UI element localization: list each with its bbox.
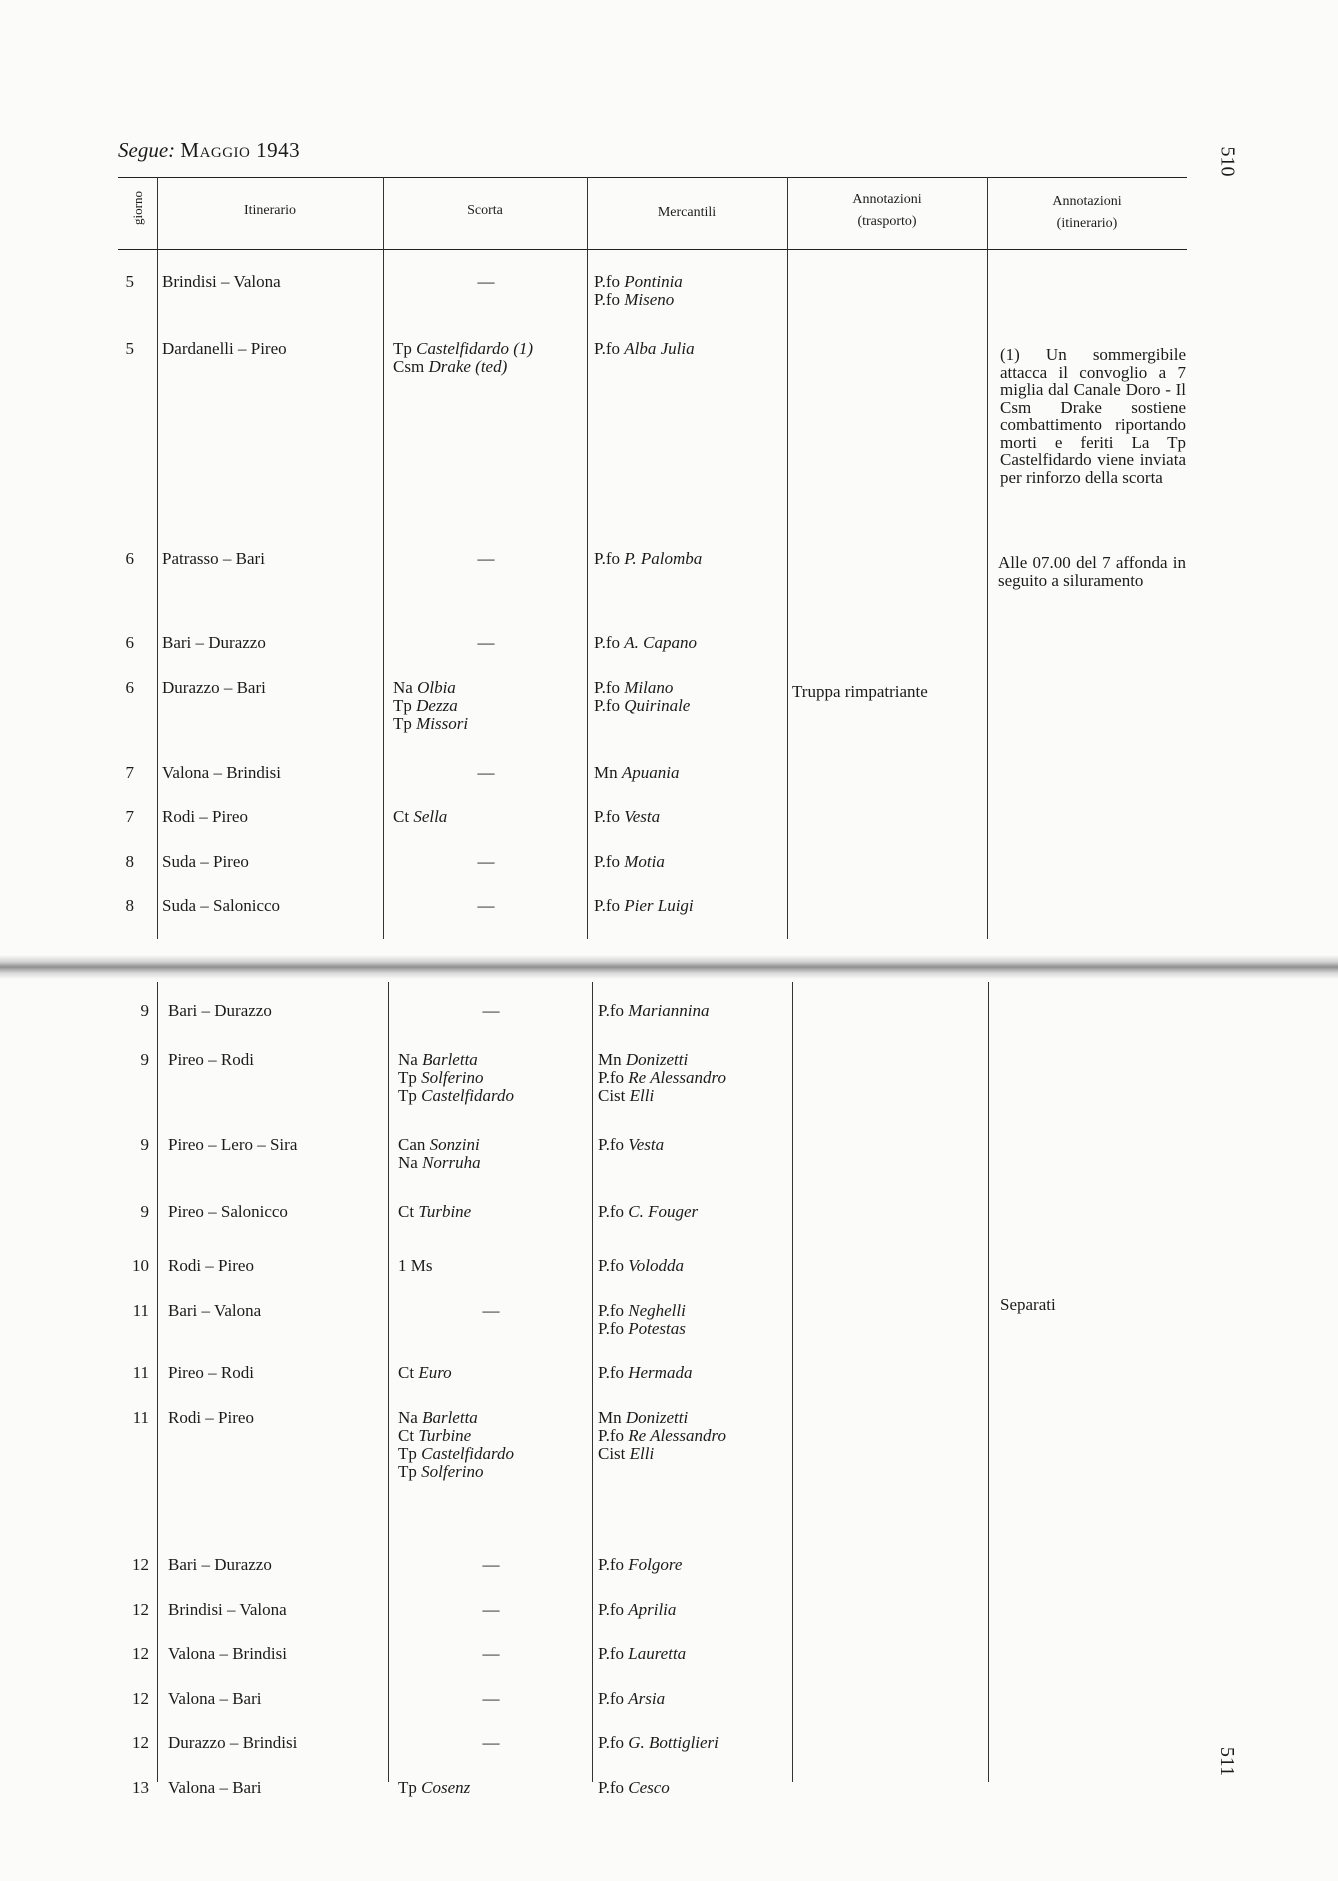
ship-name: Norruha: [422, 1153, 481, 1172]
ship-type: P.fo: [598, 1135, 624, 1154]
ship-type: P.fo: [598, 1256, 624, 1275]
no-escort-dash: —: [482, 1644, 500, 1663]
ship-name: C. Fouger: [628, 1202, 699, 1221]
header-line: (itinerario): [1056, 216, 1118, 231]
merchant-ship: [598, 1302, 686, 1320]
day-number: 11: [132, 1408, 149, 1427]
merchant-ship: [598, 1051, 688, 1069]
ship-type: P.fo: [598, 1001, 624, 1020]
ship-name: G. Bottiglieri: [628, 1733, 719, 1752]
merchant-ship: [598, 1002, 709, 1020]
column-rule: [587, 177, 588, 939]
ship-type: Tp: [398, 1462, 417, 1481]
ship-name: Elli: [629, 1086, 655, 1105]
ship-type: Tp: [393, 696, 412, 715]
route-itinerary: Suda – Salonicco: [162, 896, 281, 915]
merchant-ship: [594, 808, 660, 826]
day-number: 13: [132, 1778, 149, 1797]
ship-name: Aprilia: [628, 1600, 677, 1619]
merchant-ship: [598, 1409, 688, 1427]
ship-name: Castelfidardo: [421, 1444, 515, 1463]
ship-type: P.fo: [598, 1733, 624, 1752]
day-number: 6: [125, 633, 134, 652]
ship-type: Tp: [398, 1086, 417, 1105]
ship-name: Lauretta: [628, 1644, 687, 1663]
merchant-ship: [598, 1690, 665, 1708]
ship-type: Na: [393, 678, 413, 697]
merchant-ship: [598, 1136, 664, 1154]
merchant-ship: [598, 1779, 670, 1797]
escort-ship: [393, 679, 456, 697]
route-itinerary: Bari – Durazzo: [168, 1001, 272, 1020]
route-itinerary: Valona – Brindisi: [162, 763, 281, 782]
escort-ship: [398, 1154, 481, 1172]
column-header-itinerario: Itinerario: [243, 203, 297, 218]
route-itinerary: Bari – Durazzo: [168, 1555, 272, 1574]
ship-name: Pontinia: [624, 272, 683, 291]
route-itinerary: Brindisi – Valona: [168, 1600, 287, 1619]
escort-ship: [398, 1136, 480, 1154]
ship-type: Na: [398, 1153, 418, 1172]
column-rule: [383, 177, 384, 939]
ship-name: Turbine: [418, 1202, 472, 1221]
ship-name: Volodda: [628, 1256, 684, 1275]
ship-type: P.fo: [598, 1689, 624, 1708]
ship-name: Barletta: [422, 1408, 478, 1427]
ship-type: P.fo: [598, 1778, 624, 1797]
merchant-ship: [594, 340, 695, 358]
day-number: 7: [125, 807, 134, 826]
column-header-mercantili: Mercantili: [657, 205, 717, 220]
ship-type: Tp: [398, 1444, 417, 1463]
header-line: Annotazioni: [852, 192, 922, 207]
merchant-ship: [594, 634, 697, 652]
ship-name: Arsia: [628, 1689, 666, 1708]
ship-type: P.fo: [594, 807, 620, 826]
ship-type: P.fo: [594, 678, 620, 697]
merchant-ship: [598, 1601, 676, 1619]
escort-ship: [393, 715, 468, 733]
note-dardanelli-attack: (1) Un sommergibile attacca il convoglio a 7 miglia dal Canale Doro - Il Csm Drake sostiene combattimento riportando morti e feriti La Tp Castelfidardo viene inviata per rinforzo della scorta: [1000, 345, 1186, 487]
escort-ship: [398, 1203, 471, 1221]
route-itinerary: Brindisi – Valona: [162, 272, 281, 291]
no-escort-dash: —: [482, 1689, 500, 1708]
no-escort-dash: —: [482, 1301, 500, 1320]
no-escort-dash: —: [477, 896, 495, 915]
day-number: 8: [125, 896, 134, 915]
ship-type: Tp: [398, 1778, 417, 1797]
day-number: 9: [140, 1135, 149, 1154]
ship-name: Vesta: [628, 1135, 665, 1154]
ship-type: P.fo: [594, 549, 620, 568]
book-gutter-shadow: [0, 955, 1338, 979]
ship-name: Re Alessandro: [628, 1426, 726, 1445]
escort-ship: [398, 1257, 432, 1275]
ship-type: Ct: [398, 1426, 415, 1445]
ship-type: P.fo: [598, 1319, 624, 1338]
escort-ship: [398, 1069, 483, 1087]
escort-ship: [393, 697, 458, 715]
table-top-rule: [118, 177, 1187, 178]
ship-name: Donizetti: [625, 1408, 689, 1427]
ship-name: Cosenz: [421, 1778, 471, 1797]
ship-type: Csm: [393, 357, 425, 376]
day-number: 9: [140, 1001, 149, 1020]
route-itinerary: Pireo – Lero – Sira: [168, 1135, 298, 1154]
column-rule: [388, 982, 389, 1782]
ship-name: Solferino: [421, 1462, 484, 1481]
merchant-ship: [598, 1069, 726, 1087]
route-itinerary: Patrasso – Bari: [162, 549, 265, 568]
day-number: 9: [140, 1050, 149, 1069]
day-number: 6: [125, 549, 134, 568]
merchant-ship: [598, 1364, 692, 1382]
route-itinerary: Valona – Bari: [168, 1778, 262, 1797]
ship-type: Mn: [594, 763, 618, 782]
no-escort-dash: —: [482, 1733, 500, 1752]
day-number: 6: [125, 678, 134, 697]
ship-name: Castelfidardo: [421, 1086, 515, 1105]
ship-type: P.fo: [594, 696, 620, 715]
month-label: Maggio 1943: [180, 138, 301, 162]
escort-ship: [398, 1364, 452, 1382]
route-itinerary: Pireo – Rodi: [168, 1050, 254, 1069]
ship-type: P.fo: [598, 1202, 624, 1221]
page-number-bottom: 511: [1216, 1746, 1239, 1777]
ship-name: Potestas: [628, 1319, 686, 1338]
column-header-ann-itinerario: [988, 191, 1186, 235]
note-patrasso-sinking: Alle 07.00 del 7 affonda in seguito a siluramento: [998, 553, 1186, 590]
ship-name: Miseno: [624, 290, 675, 309]
day-number: 12: [132, 1733, 149, 1752]
no-escort-dash: —: [477, 763, 495, 782]
ship-type: Ct: [398, 1202, 415, 1221]
merchant-ship: [594, 291, 674, 309]
column-rule: [157, 177, 158, 939]
merchant-ship: [598, 1427, 726, 1445]
day-number: 9: [140, 1202, 149, 1221]
route-itinerary: Durazzo – Bari: [162, 678, 266, 697]
day-number: 8: [125, 852, 134, 871]
ship-type: P.fo: [598, 1644, 624, 1663]
ship-name: Turbine: [418, 1426, 472, 1445]
merchant-ship: [594, 697, 690, 715]
column-rule: [792, 982, 793, 1782]
merchant-ship: [598, 1320, 686, 1338]
merchant-ship: [594, 853, 665, 871]
ship-name: Quirinale: [624, 696, 691, 715]
merchant-ship: [598, 1556, 682, 1574]
segue-label: Segue:: [118, 138, 176, 162]
escort-ship: [398, 1087, 514, 1105]
ship-name: Alba Julia: [624, 339, 695, 358]
page-header: [118, 138, 300, 163]
column-rule: [987, 177, 988, 939]
route-itinerary: Bari – Valona: [168, 1301, 262, 1320]
ship-name: Mariannina: [628, 1001, 710, 1020]
day-number: 11: [132, 1363, 149, 1382]
day-number: 5: [125, 339, 134, 358]
ship-name: Donizetti: [625, 1050, 689, 1069]
day-number: 5: [125, 272, 134, 291]
ship-type: P.fo: [598, 1426, 624, 1445]
route-itinerary: Valona – Bari: [168, 1689, 262, 1708]
ship-name: P. Palomba: [624, 549, 703, 568]
merchant-ship: [594, 273, 683, 291]
ship-name: A. Capano: [624, 633, 697, 652]
escort-ship: [398, 1409, 478, 1427]
merchant-ship: [594, 679, 673, 697]
ship-name: Elli: [629, 1444, 655, 1463]
ship-name: Folgore: [628, 1555, 683, 1574]
ship-type: Can: [398, 1135, 426, 1154]
route-itinerary: Suda – Pireo: [162, 852, 249, 871]
column-header-ann-trasporto: [788, 189, 986, 233]
ship-type: Tp: [398, 1068, 417, 1087]
ship-name: Apuania: [621, 763, 680, 782]
merchant-ship: [594, 897, 694, 915]
ship-name: Vesta: [624, 807, 661, 826]
ship-type: P.fo: [594, 290, 620, 309]
ship-type: Ct: [398, 1363, 415, 1382]
merchant-ship: [598, 1445, 654, 1463]
route-itinerary: Dardanelli – Pireo: [162, 339, 287, 358]
escort-ship: [398, 1427, 471, 1445]
route-itinerary: Rodi – Pireo: [162, 807, 248, 826]
day-number: 10: [132, 1256, 149, 1275]
day-number: 12: [132, 1689, 149, 1708]
ship-type: Cist: [598, 1086, 626, 1105]
merchant-ship: [598, 1257, 684, 1275]
ship-name: Olbia: [417, 678, 456, 697]
merchant-ship: [594, 764, 679, 782]
ship-name: Solferino: [421, 1068, 484, 1087]
no-escort-dash: —: [477, 549, 495, 568]
escort-ship: [398, 1445, 514, 1463]
no-escort-dash: —: [482, 1600, 500, 1619]
note-separati: Separati: [1000, 1295, 1056, 1314]
ship-name: Missori: [416, 714, 469, 733]
no-escort-dash: —: [477, 852, 495, 871]
ship-name: Drake (ted): [428, 357, 508, 376]
route-itinerary: Pireo – Rodi: [168, 1363, 254, 1382]
no-escort-dash: —: [477, 272, 495, 291]
merchant-ship: [594, 550, 702, 568]
ship-type: P.fo: [598, 1068, 624, 1087]
column-header-scorta: Scorta: [467, 203, 503, 218]
ship-type: Tp: [393, 714, 412, 733]
day-number: 7: [125, 763, 134, 782]
escort-ship: [393, 808, 447, 826]
column-rule: [988, 982, 989, 1782]
ship-type: Na: [398, 1050, 418, 1069]
day-number: 12: [132, 1644, 149, 1663]
ship-name: Sella: [413, 807, 448, 826]
merchant-ship: [598, 1645, 686, 1663]
ship-type: P.fo: [598, 1301, 624, 1320]
route-itinerary: Pireo – Salonicco: [168, 1202, 288, 1221]
table-header-rule: [118, 249, 1187, 250]
ship-type: P.fo: [598, 1555, 624, 1574]
escort-ship: [398, 1779, 470, 1797]
route-itinerary: Bari – Durazzo: [162, 633, 266, 652]
column-rule: [787, 177, 788, 939]
ship-name: Hermada: [628, 1363, 693, 1382]
ship-type: Cist: [598, 1444, 626, 1463]
ship-name: Pier Luigi: [624, 896, 694, 915]
ship-type: P.fo: [594, 852, 620, 871]
ship-type: 1 Ms: [398, 1256, 433, 1275]
column-rule: [157, 982, 158, 1782]
no-escort-dash: —: [482, 1555, 500, 1574]
ship-name: Barletta: [422, 1050, 478, 1069]
ship-type: Mn: [598, 1050, 622, 1069]
ship-name: Euro: [418, 1363, 452, 1382]
ship-type: P.fo: [594, 272, 620, 291]
ship-type: P.fo: [598, 1363, 624, 1382]
ship-type: Tp: [393, 339, 412, 358]
merchant-ship: [598, 1087, 654, 1105]
ship-type: P.fo: [594, 896, 620, 915]
route-itinerary: Rodi – Pireo: [168, 1408, 254, 1427]
day-number: 12: [132, 1555, 149, 1574]
ship-name: Milano: [624, 678, 674, 697]
ship-name: Re Alessandro: [628, 1068, 726, 1087]
ship-type: P.fo: [594, 339, 620, 358]
ship-type: P.fo: [594, 633, 620, 652]
ship-type: Na: [398, 1408, 418, 1427]
merchant-ship: [598, 1203, 698, 1221]
escort-ship: [393, 340, 533, 358]
ship-type: Mn: [598, 1408, 622, 1427]
escort-ship: [393, 358, 507, 376]
route-itinerary: Valona – Brindisi: [168, 1644, 287, 1663]
note-truppa-rimpatriante: Truppa rimpatriante: [792, 682, 928, 701]
column-header-giorno: giorno: [130, 191, 145, 225]
no-escort-dash: —: [482, 1001, 500, 1020]
route-itinerary: Rodi – Pireo: [168, 1256, 254, 1275]
escort-ship: [398, 1463, 483, 1481]
ship-name: Castelfidardo (1): [416, 339, 534, 358]
ship-name: Motia: [624, 852, 665, 871]
escort-ship: [398, 1051, 478, 1069]
merchant-ship: [598, 1734, 719, 1752]
ship-type: Ct: [393, 807, 410, 826]
ship-name: Sonzini: [429, 1135, 480, 1154]
column-rule: [592, 982, 593, 1782]
route-itinerary: Durazzo – Brindisi: [168, 1733, 298, 1752]
ship-name: Dezza: [416, 696, 458, 715]
page-number-top: 510: [1216, 146, 1239, 177]
ship-name: Neghelli: [628, 1301, 686, 1320]
header-line: (trasporto): [857, 214, 917, 229]
ship-name: Cesco: [628, 1778, 670, 1797]
header-line: Annotazioni: [1052, 194, 1122, 209]
ship-type: P.fo: [598, 1600, 624, 1619]
day-number: 11: [132, 1301, 149, 1320]
day-number: 12: [132, 1600, 149, 1619]
no-escort-dash: —: [477, 633, 495, 652]
